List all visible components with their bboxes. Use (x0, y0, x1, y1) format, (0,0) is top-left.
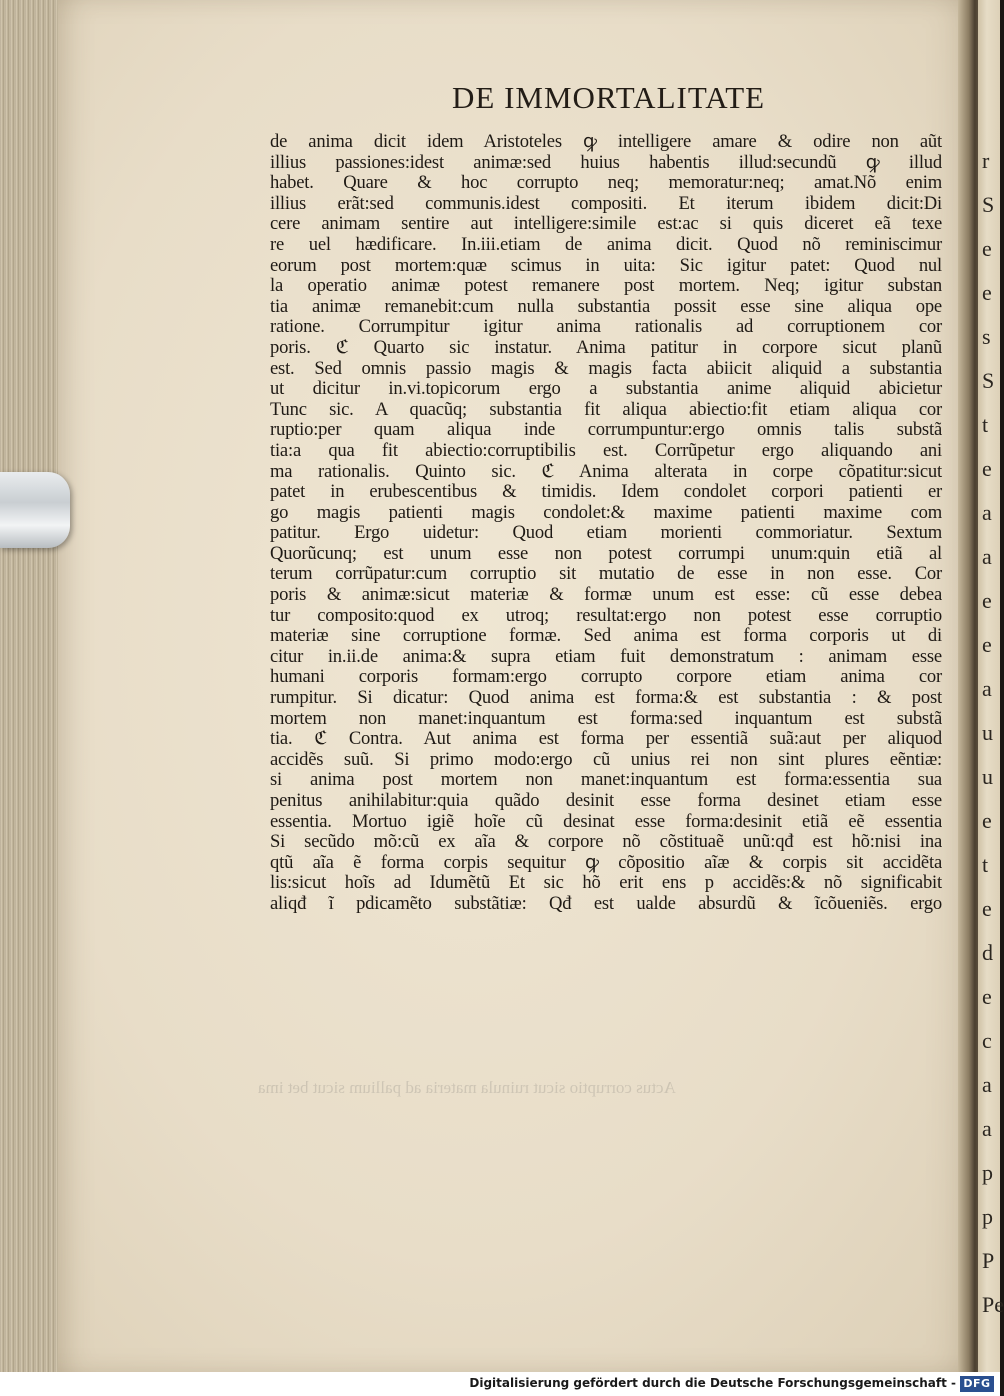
text-line: citur in.ii.de anima:& supra etiam fuit demonstratum : animam esse (270, 645, 942, 667)
text-line: poris & animæ:sicut materiæ & formæ unum est esse: cũ esse debea (270, 584, 942, 606)
footer-credit[interactable]: Digitalisierung gefördert durch die Deutsche Forschungsgemeinschaft - (469, 1376, 956, 1390)
next-page-fragment: p (982, 1204, 993, 1229)
next-page-fragment: e (982, 896, 992, 921)
text-line: essentia. Mortuo igiẽ hoĩe cũ desinat esse forma:desinit etiã eẽ essentia (270, 810, 942, 832)
next-page-fragment: e (982, 632, 992, 657)
next-page-fragment: e (982, 456, 992, 481)
text-line: si anima post mortem non manet:inquantum est forma:essentia sua (270, 769, 942, 791)
text-line: materiæ sine corruptione formæ. Sed anima est forma corporis ut di (270, 625, 942, 647)
text-line: re uel hædificare. In.iii.etiam de anima dicit. Quod nõ reminiscimur (270, 233, 942, 255)
running-head: DE IMMORTALITATE (452, 80, 766, 115)
next-page-fragment: P (982, 1248, 995, 1273)
text-line: tia animæ remanebit:cum nulla substantia possit esse sine aliqua ope (270, 295, 942, 317)
next-page-fragment: p (982, 1160, 993, 1185)
text-line: poris. ℭ Quarto sic instatur. Anima patitur in corpore sicut planũ (270, 336, 942, 358)
next-page-fragment: a (982, 544, 992, 569)
text-line: rumpitur. Si dicatur: Quod anima est forma:& est substantia : & post (270, 687, 942, 709)
next-page-fragment: e (982, 808, 992, 833)
text-line: tia. ℭ Contra. Aut anima est forma per essentiã suã:aut per aliquod (270, 728, 942, 750)
text-line: est. Sed omnis passio magis & magis facta abiicit aliquid a substantia (270, 357, 942, 379)
page-clip (0, 472, 70, 548)
text-line: eorum post mortem:quæ scimus in uita: Sic igitur patet: Quod nul (270, 254, 942, 276)
text-line: la operatio animæ potest remanere post mortem. Neq; igitur substan (270, 275, 942, 297)
text-line: qtũ aĩa ẽ forma corpis sequitur ꝙ cõpositio aĩæ & corpis sit accidẽta (270, 851, 942, 873)
text-line: tur composito:quod ex utroq; resultat:ergo non potest esse corruptio (270, 604, 942, 626)
next-page-fragment: Pe (982, 1292, 1004, 1317)
next-page-fragment: s (982, 324, 991, 349)
left-page-edges (0, 0, 64, 1396)
next-page-fragment: d (982, 940, 993, 965)
text-line: ratione. Corrumpitur igitur anima rationalis ad corruptionem cor (270, 316, 942, 338)
next-page-fragment: r (982, 148, 990, 173)
text-line: ma rationalis. Quinto sic. ℭ Anima alterata in corpe cõpatitur:sicut (270, 460, 942, 482)
text-line: tia:a qua fit abiectio:corruptibilis est. Corrũpetur ergo aliquando ani (270, 439, 942, 461)
text-line: accidẽs suũ. Si primo modo:ergo cũ unius rei non sint plures eẽntiæ: (270, 748, 942, 770)
text-line: lis:sicut hoĩs ad Idumẽtũ Et sic hõ erit ens p accidẽs:& nõ significabit (270, 872, 942, 894)
next-page-fragment: S (982, 368, 995, 393)
text-line: mortem non manet:inquantum est forma:sed inquantum est substã (270, 707, 942, 729)
next-page-fragment: a (982, 500, 992, 525)
text-line: penitus anihilabitur:quia quãdo desinit esse forma desinet etiam esse (270, 790, 942, 811)
text-block (270, 132, 942, 915)
text-line: terum corrũpatur:cum corruptio sit mutatio de esse in non esse. Cor (270, 563, 942, 585)
next-page-fragment: t (982, 852, 989, 877)
next-page-fragment: e (982, 280, 992, 305)
text-line: ut dicitur in.vi.topicorum ergo a substantia anime aliquid abicietur (270, 378, 942, 400)
text-line: illius passiones:idest animæ:sed huius habentis illud:secundũ ꝙ illud (270, 151, 942, 173)
text-line: illius erãt:sed communis.idest compositi. Et iterum ibidem dicit:Di (270, 192, 942, 214)
text-line: habet. Quare & hoc corrupto neq; memoratur:neq; amat.Nõ enim (270, 172, 942, 194)
text-line: humani corporis formam:ergo corrupto corpore etiam anima cor (270, 666, 942, 688)
next-page-fragment: u (982, 720, 993, 745)
text-line: de anima dicit idem Aristoteles ꝙ intelligere amare & odire non aũt (270, 131, 942, 152)
next-page-fragment: e (982, 588, 992, 613)
text-line: cere animam sentire aut intelligere:simile est:ac si quis diceret eã texe (270, 213, 942, 235)
footer-bar (0, 1372, 1000, 1396)
next-page-fragment: t (982, 412, 989, 437)
next-page-fragment: S (982, 192, 995, 217)
next-page-fragment: a (982, 676, 992, 701)
next-page-fragment: e (982, 236, 992, 261)
text-line: Quorũcunq; est unum esse non potest corrumpi unum:quin etiã al (270, 542, 942, 564)
text-line: Tunc sic. A quacũq; substantia fit aliqua abiectio:fit etiam aliqua cor (270, 398, 942, 420)
next-page-fragment: e (982, 984, 992, 1009)
dfg-logo-icon[interactable]: DFG (960, 1376, 994, 1392)
bleed-through-text: Actus corruptio sicut ruinula materia ad pallium sicut bet ima (258, 1078, 676, 1097)
text-line: patet in erubescentibus & timidis. Idem condolet corpori patienti er (270, 481, 942, 503)
next-page-fragment: a (982, 1072, 992, 1097)
text-line: patitur. Ergo uidetur: Quod etiam morienti commoriatur. Sextum (270, 522, 942, 544)
next-page-edge (978, 0, 1004, 1372)
next-page-fragment: c (982, 1028, 992, 1053)
text-line: go magis patienti magis condolet:& maxime patienti maxime com (270, 501, 942, 523)
next-page-fragment: u (982, 764, 993, 789)
next-page-fragment: a (982, 1116, 992, 1141)
text-line: Si secũdo mõ:cũ ex aĩa & corpore nõ cõstituaẽ unũ:qđ est hõ:nisi ina (270, 831, 942, 853)
text-line: ruptio:per quam aliqua inde corrumpuntur:ergo omnis talis substã (270, 419, 942, 441)
text-line: aliqđ ĩ pdicamẽto substãtiæ: Qđ est ualde absurdũ & ĩcõueniẽs. ergo (270, 892, 942, 914)
